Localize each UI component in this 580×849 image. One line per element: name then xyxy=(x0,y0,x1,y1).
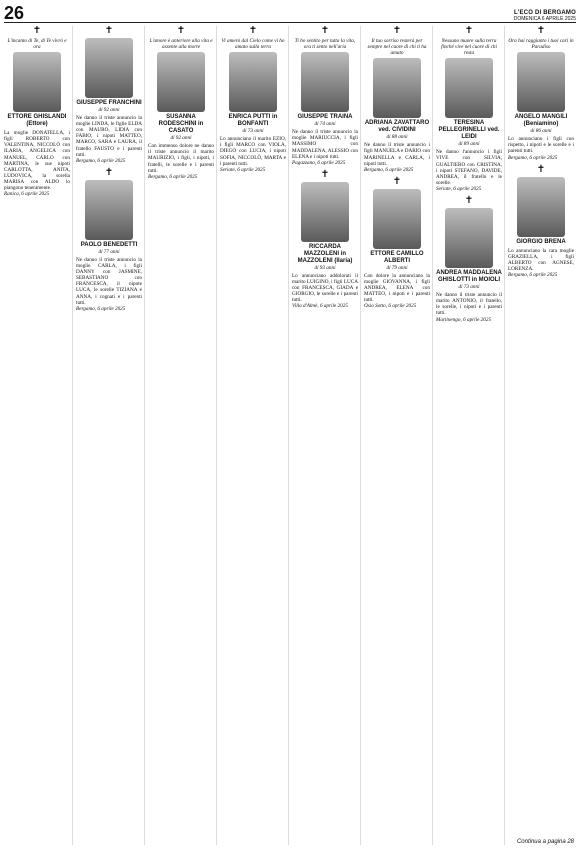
cross-icon: ✝ xyxy=(464,26,474,36)
epitaph: Vi amerò dal Cielo come vi ho amato sulla terra xyxy=(221,38,285,51)
cross-icon: ✝ xyxy=(104,166,114,178)
deceased-age: di 74 anni xyxy=(314,121,336,128)
obituary-notice xyxy=(292,170,358,310)
notice-text: Ne danno il triste annuncio il marito ANTONIO, il fratello, le sorelle, i nipoti e i parenti tutti. xyxy=(436,292,502,317)
notice-text: Lo annunciano i figli con rispetto, i nipoti e le sorelle e i parenti tutti. xyxy=(508,136,574,155)
epitaph: Il tuo sorriso resterà per sempre nel cuore di chi ti ha amato xyxy=(367,38,427,57)
deceased-name: GIUSEPPE TRAINA xyxy=(297,114,353,121)
notice-text: Lo annunciano addolorati il marito LUIGINO, i figli LUCA con FRANCESCA, GIADA e GIORGIO, le sorelle e i parenti tutti. xyxy=(292,272,358,304)
column-5 xyxy=(292,26,361,845)
deceased-age: di 88 anni xyxy=(386,134,408,141)
continued-note: Continua a pagina 28 xyxy=(516,839,574,845)
epitaph: Ti ho sentito per tutta la vita, ora ti sento nell'aria xyxy=(294,38,356,51)
portrait-photo xyxy=(301,182,349,242)
epitaph: Nessuno muore sulla terra finché vive nel cuore di chi resta xyxy=(441,38,497,57)
obituary-notice xyxy=(364,26,430,173)
obituary-notice xyxy=(148,26,214,180)
cross-icon: ✝ xyxy=(32,26,42,36)
deceased-name: PAOLO BENEDETTI xyxy=(80,241,138,248)
notice-text: Con immenso dolore ne danno il triste annuncio il marito MAURIZIO, i figli, i nipoti, i fratelli, le sorelle e i parenti tutti. xyxy=(148,143,214,174)
deceased-name: SUSANNA RODESCHINI in CASATO xyxy=(158,114,204,135)
portrait-photo xyxy=(157,52,205,112)
deceased-name: GIUSEPPE FRANCHINI xyxy=(76,100,142,106)
obituary-notice xyxy=(76,168,142,312)
portrait-photo xyxy=(445,58,493,118)
portrait-photo xyxy=(373,58,421,118)
portrait-photo xyxy=(301,52,349,112)
column-4 xyxy=(220,26,289,845)
notice-place-date: Bergamo, 6 aprile 2025 xyxy=(508,272,558,279)
portrait-photo xyxy=(229,52,277,112)
column-8 xyxy=(508,26,576,845)
column-7 xyxy=(436,26,505,845)
deceased-age: di 93 anni xyxy=(314,264,336,271)
portrait-photo xyxy=(373,189,421,249)
column-6 xyxy=(364,26,433,845)
obituary-notice xyxy=(4,26,70,197)
deceased-name: ANGELO MANGILI (Beniamino) xyxy=(514,114,568,128)
page-number: 26 xyxy=(4,3,25,23)
cross-icon: ✝ xyxy=(536,26,546,36)
deceased-age: di 92 anni xyxy=(170,135,192,142)
column-3 xyxy=(148,26,217,845)
notice-text: La moglie DONATELLA, i figli ROBERTO con VALENTINA, NICCOLÒ con ILARIA, ANGELICA con MANUEL, CARLO con MARTINA, le sue nipoti CARLOTTA, ANITA, LUDOVICA, la sorella MARISA con ALDO lo piangono teneramente. xyxy=(4,130,70,192)
portrait-photo xyxy=(85,180,133,240)
deceased-name: ANDREA MADDALENA GHISLOTTI in MOIOLI xyxy=(436,270,502,284)
cross-icon: ✝ xyxy=(320,26,330,36)
column-1 xyxy=(4,26,73,845)
notice-text: Ne danno il triste annuncio la moglie MARIUCCIA, i figli MASSIMO con MADDALENA, ALESSIO con ELENA e i nipoti tutti. xyxy=(292,129,358,160)
epitaph: Ora hai raggiunto i tuoi cari in Paradiso xyxy=(508,38,574,51)
notice-text: Ne danno l'annuncio i figli VIVE con SILVIA, GUALTIERO con CRISTINA, i nipoti STEFANO, DAVIDE, ANDREA, il fratello e le sorelle. xyxy=(436,149,502,186)
epitaph: L'incanto di Te, di Te vivrò e ora xyxy=(7,38,67,51)
obituary-notice xyxy=(364,177,430,310)
deceased-name: ADRIANA ZAVATTARO ved. CIVIDINI xyxy=(364,120,430,134)
obituary-notice xyxy=(508,165,574,278)
cross-icon: ✝ xyxy=(392,26,402,36)
issue-date: DOMENICA 6 APRILE 2025 xyxy=(513,16,576,22)
portrait-photo xyxy=(13,52,61,112)
deceased-age: di 73 anni xyxy=(458,284,480,291)
column-2 xyxy=(76,26,145,845)
portrait-photo xyxy=(85,38,133,98)
notice-text: Ne danno il triste annuncio la moglie CARLA, i figli DANNY con JASMINE, SEBASTIANO con FRANCESCA, il nipote LUCA, le sorelle TIZIANA e ANNA, i cognati e i parenti tutti. xyxy=(76,256,142,306)
obituary-notice xyxy=(292,26,358,166)
portrait-photo xyxy=(445,208,493,268)
cross-icon: ✝ xyxy=(320,168,330,180)
notice-place-date: Ranica, 6 aprile 2025 xyxy=(4,191,50,198)
notice-place-date: Bergamo, 6 aprile 2025 xyxy=(508,154,558,161)
notice-place-date: Bergamo, 6 aprile 2025 xyxy=(76,305,126,312)
obituary-notice xyxy=(436,196,502,323)
deceased-age: di 86 anni xyxy=(530,128,552,135)
portrait-photo xyxy=(517,52,565,112)
deceased-name: ETTORE CAMILLO ALBERTI xyxy=(370,250,424,264)
epitaph: L'amore è anteriore alla vita e assente alla morte xyxy=(149,38,213,51)
cross-icon: ✝ xyxy=(104,26,114,36)
obituary-notice xyxy=(76,26,142,164)
obituary-notice xyxy=(508,26,574,161)
notice-text: Con dolore la annunciano la moglie GIOVANNA, i figli ANDREA, ELENA con MATTEO, i nipoti e i parenti tutti. xyxy=(364,272,430,304)
notice-text: Lo annunciano il marito EZIO, i figli MARCO con VIOLA, DIEGO con LUCIA, i nipoti SOFIA, NICCOLÒ, MARTA e i parenti tutti. xyxy=(220,136,286,167)
notice-text: Lo annunciano la cara moglie GRAZIELLA, i figli ALBERTO con AGNESE, LORENZA. xyxy=(508,247,574,272)
notice-place-date: Martinengo, 6 aprile 2025 xyxy=(436,316,492,323)
deceased-name: TERESINA PELLEGRINELLI ved. LEIDI xyxy=(438,120,500,141)
obituary-notice xyxy=(436,26,502,192)
notice-place-date: Bergamo, 6 aprile 2025 xyxy=(76,157,126,164)
obituary-notice xyxy=(220,26,286,173)
deceased-name: ETTORE GHISLANDI (Ettore) xyxy=(7,114,67,128)
deceased-name: GIORGIO BRENA xyxy=(516,238,566,245)
obituary-columns xyxy=(4,26,576,845)
notice-place-date: Seriate, 6 aprile 2025 xyxy=(436,185,482,192)
cross-icon: ✝ xyxy=(464,195,474,207)
cross-icon: ✝ xyxy=(392,175,402,187)
notice-text: Ne danno il triste annuncio la moglie LINDA, le figlie ELDA con MAURO, LIDIA con FABIO, i nipoti MATTEO, MARCO, SARA e LAURA, il fratello FAUSTO e i parenti tutti. xyxy=(76,115,142,158)
page-header xyxy=(4,0,576,23)
cross-icon: ✝ xyxy=(536,163,546,175)
header-right xyxy=(514,10,576,22)
notice-place-date: Bergamo, 6 aprile 2025 xyxy=(364,166,414,173)
deceased-name: RICCARDA MAZZOLENI in MAZZOLENI (Ilaria) xyxy=(297,243,353,264)
deceased-age: di 77 anni xyxy=(98,248,120,255)
newspaper-name: L'ECO DI BERGAMO xyxy=(514,10,576,16)
portrait-photo xyxy=(517,177,565,237)
deceased-age: di 79 anni xyxy=(386,264,408,271)
notice-place-date: Villa d'Almè, 6 aprile 2025 xyxy=(292,303,348,310)
cross-icon: ✝ xyxy=(248,26,258,36)
deceased-age: di 92 anni xyxy=(98,107,120,113)
notice-place-date: Seriate, 6 aprile 2025 xyxy=(220,166,266,173)
notice-place-date: Osio Sotto, 6 aprile 2025 xyxy=(364,303,417,310)
deceased-name: ENRICA PUTTI in BONFANTI xyxy=(228,114,278,128)
notice-text: Ne danno il triste annuncio i figli MANUELA e DARIO con MARINELLA e CARLA, i nipoti tutti. xyxy=(364,142,430,167)
cross-icon: ✝ xyxy=(176,26,186,36)
deceased-age: di 73 anni xyxy=(242,128,264,135)
notice-place-date: Pagazzano, 6 aprile 2025 xyxy=(292,159,346,166)
deceased-age: di 89 anni xyxy=(458,141,480,148)
notice-place-date: Bergamo, 6 aprile 2025 xyxy=(148,173,198,180)
